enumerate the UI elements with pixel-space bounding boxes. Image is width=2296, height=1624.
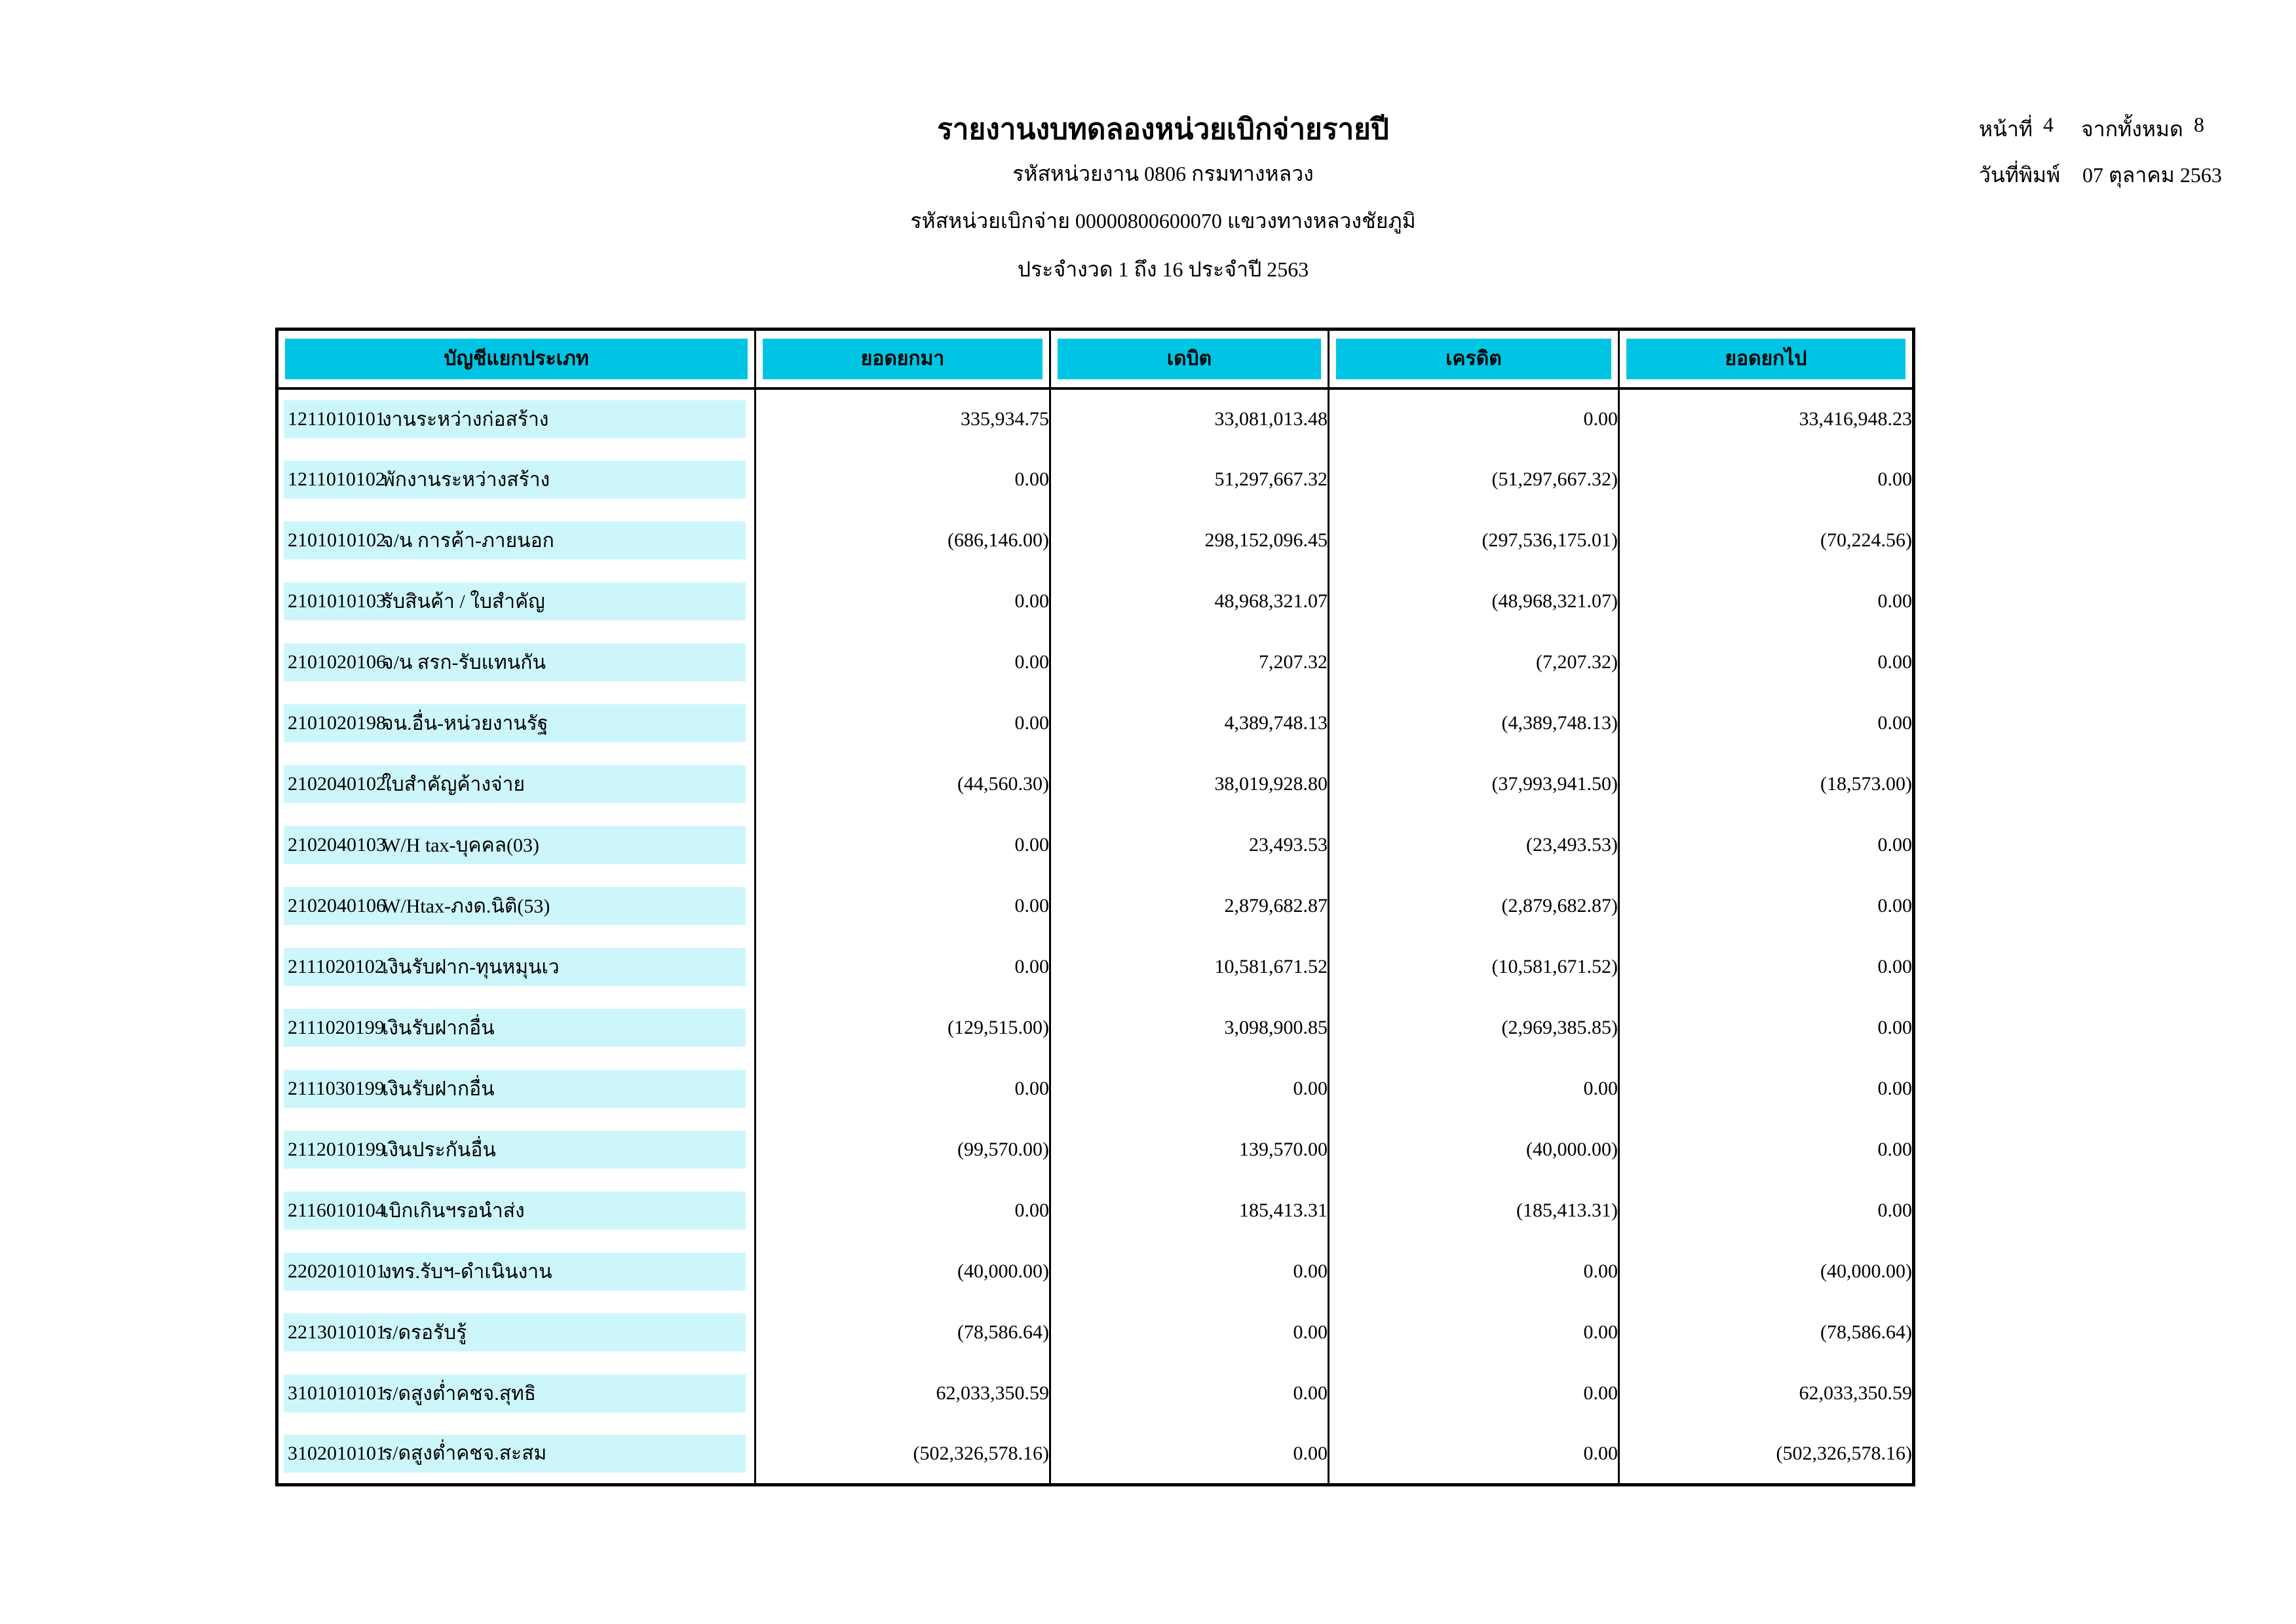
- account-cell: [277, 998, 756, 1059]
- amount-debit: 38,019,928.80: [1050, 754, 1329, 815]
- amount-debit: 23,493.53: [1050, 815, 1329, 876]
- amount-debit: 298,152,096.45: [1050, 510, 1329, 571]
- account-name: งานระหว่างก่อสร้าง: [382, 408, 549, 430]
- account-name: W/H tax-บุคคล(03): [382, 834, 539, 856]
- amount-carried-forward: (502,326,578.16): [1776, 1442, 1912, 1464]
- account-band: [284, 461, 746, 499]
- amount-carried-forward: 62,033,350.59: [1799, 1382, 1912, 1404]
- account-band: [284, 1131, 746, 1169]
- account-code: 2101020198: [288, 712, 386, 734]
- amount-credit: 0.00: [1329, 1241, 1619, 1302]
- account-code: 2101010103: [288, 590, 386, 612]
- account-name: เงินประกันอื่น: [382, 1139, 496, 1161]
- amount-credit: (10,581,671.52): [1329, 937, 1619, 998]
- amount-brought-forward: (502,326,578.16): [756, 1424, 1050, 1485]
- account-name: งทร.รับฯ-ดำเนินงาน: [382, 1260, 552, 1283]
- page-title: รายงานงบทดลองหน่วยเบิกจ่ายรายปี: [937, 113, 1389, 145]
- column-header-credit-label: เครดิต: [1336, 339, 1611, 379]
- amount-debit: 3,098,900.85: [1050, 998, 1329, 1059]
- amount-brought-forward: 0.00: [756, 1180, 1050, 1241]
- account-band: [284, 704, 746, 742]
- table-row: [277, 1120, 1914, 1180]
- column-header-credit: [1329, 330, 1619, 388]
- header-row: [277, 330, 1914, 388]
- account-name: จ/น การค้า-ภายนอก: [382, 529, 554, 552]
- column-header-account: [277, 330, 756, 388]
- account-cell: [277, 388, 756, 449]
- table-row: [277, 876, 1914, 937]
- account-code: 2111020199: [288, 1017, 385, 1038]
- column-header-debit-label: เดบิต: [1058, 339, 1321, 379]
- amount-carried-forward: 0.00: [1877, 956, 1912, 977]
- amount-carried-forward: (18,573.00): [1820, 773, 1912, 795]
- amount-credit: (51,297,667.32): [1329, 449, 1619, 510]
- account-cell: [277, 815, 756, 876]
- amount-credit: (40,000.00): [1329, 1120, 1619, 1180]
- account-cell: [277, 1059, 756, 1120]
- account-band: [284, 887, 746, 925]
- amount-carried-forward: (70,224.56): [1820, 529, 1912, 551]
- amount-carried-forward: 0.00: [1877, 590, 1912, 612]
- account-name: จน.อื่น-หน่วยงานรัฐ: [382, 712, 548, 734]
- account-code: 1211010101: [288, 408, 385, 430]
- account-band: [284, 1374, 746, 1412]
- amount-carried-forward: 0.00: [1877, 712, 1912, 734]
- column-header-brought-forward: [756, 330, 1050, 388]
- amount-carried-forward: 0.00: [1877, 1139, 1912, 1160]
- account-code: 2102040102: [288, 773, 386, 795]
- amount-debit: 0.00: [1050, 1241, 1329, 1302]
- table-row: [277, 693, 1914, 754]
- account-cell: [277, 1302, 756, 1363]
- account-cell: [277, 876, 756, 937]
- table-row: [277, 1241, 1914, 1302]
- amount-brought-forward: 0.00: [756, 693, 1050, 754]
- table-body: [277, 388, 1914, 1485]
- table-row: [277, 1302, 1914, 1363]
- account-code: 2101010102: [288, 529, 386, 551]
- amount-credit: (2,879,682.87): [1329, 876, 1619, 937]
- amount-credit: (2,969,385.85): [1329, 998, 1619, 1059]
- table-row: [277, 1180, 1914, 1241]
- account-name: ร/ดสูงต่ำคชจ.สะสม: [382, 1443, 547, 1465]
- account-cell: [277, 449, 756, 510]
- account-cell: [277, 1424, 756, 1485]
- column-header-carried-forward-label: ยอดยกไป: [1626, 339, 1905, 379]
- table-row: [277, 815, 1914, 876]
- amount-debit: 0.00: [1050, 1363, 1329, 1424]
- amount-debit: 10,581,671.52: [1050, 937, 1329, 998]
- amount-credit: 0.00: [1329, 1424, 1619, 1485]
- account-name: รับสินค้า / ใบสำคัญ: [382, 590, 545, 613]
- amount-carried-forward: 0.00: [1877, 651, 1912, 673]
- amount-brought-forward: 0.00: [756, 815, 1050, 876]
- amount-credit: 0.00: [1329, 1059, 1619, 1120]
- amount-carried-forward: 0.00: [1877, 1078, 1912, 1099]
- amount-debit: 2,879,682.87: [1050, 876, 1329, 937]
- account-code: 2213010101: [288, 1321, 386, 1343]
- account-band: [284, 948, 746, 986]
- amount-debit: 33,081,013.48: [1050, 388, 1329, 449]
- amount-debit: 48,968,321.07: [1050, 571, 1329, 632]
- amount-brought-forward: (40,000.00): [756, 1241, 1050, 1302]
- account-code: 2111020102: [288, 956, 385, 977]
- amount-brought-forward: 62,033,350.59: [756, 1363, 1050, 1424]
- page-number-value: 4: [2043, 113, 2054, 136]
- amount-carried-forward: 0.00: [1877, 895, 1912, 916]
- account-code: 3102010101: [288, 1442, 386, 1464]
- org-code-line: รหัสหน่วยงาน 0806 กรมทางหลวง: [1012, 162, 1314, 185]
- table-row: [277, 571, 1914, 632]
- amount-carried-forward: 0.00: [1877, 468, 1912, 490]
- account-name: พักงานระหว่างสร้าง: [382, 468, 550, 491]
- amount-credit: (23,493.53): [1329, 815, 1619, 876]
- amount-carried-forward: 33,416,948.23: [1799, 408, 1912, 430]
- account-name: ร/ดสูงต่ำคชจ.สุทธิ: [382, 1382, 537, 1405]
- account-code: 2102040103: [288, 834, 386, 856]
- total-pages-value: 8: [2194, 113, 2204, 136]
- period-line: ประจำงวด 1 ถึง 16 ประจำปี 2563: [1017, 257, 1309, 281]
- account-name: ร/ดรอรับรู้: [382, 1321, 467, 1344]
- account-name: เงินรับฝาก-ทุนหมุนเว: [382, 956, 560, 978]
- table-row: [277, 632, 1914, 693]
- account-name: ใบสำคัญค้างจ่าย: [382, 773, 526, 795]
- account-name: W/Htax-ภงด.นิติ(53): [382, 895, 550, 917]
- account-code: 2116010104: [288, 1199, 385, 1221]
- amount-brought-forward: (129,515.00): [756, 998, 1050, 1059]
- column-header-carried-forward: [1619, 330, 1914, 388]
- amount-debit: 51,297,667.32: [1050, 449, 1329, 510]
- account-band: [284, 1435, 746, 1473]
- amount-debit: 0.00: [1050, 1302, 1329, 1363]
- amount-debit: 185,413.31: [1050, 1180, 1329, 1241]
- account-name: เบิกเกินฯรอนำส่ง: [382, 1199, 525, 1222]
- amount-brought-forward: 0.00: [756, 449, 1050, 510]
- column-header-account-label: บัญชีแยกประเภท: [285, 339, 748, 379]
- account-band: [284, 582, 746, 620]
- amount-credit: (48,968,321.07): [1329, 571, 1619, 632]
- amount-brought-forward: 335,934.75: [756, 388, 1050, 449]
- account-code: 2112010199: [288, 1139, 385, 1160]
- column-header-brought-forward-label: ยอดยกมา: [763, 339, 1043, 379]
- amount-brought-forward: (78,586.64): [756, 1302, 1050, 1363]
- amount-carried-forward: 0.00: [1877, 1199, 1912, 1221]
- table-row: [277, 754, 1914, 815]
- amount-brought-forward: (44,560.30): [756, 754, 1050, 815]
- column-header-debit: [1050, 330, 1329, 388]
- account-band: [284, 521, 746, 559]
- table-row: [277, 1363, 1914, 1424]
- amount-debit: 4,389,748.13: [1050, 693, 1329, 754]
- table-row: [277, 1424, 1914, 1485]
- table-row: [277, 388, 1914, 449]
- account-cell: [277, 1363, 756, 1424]
- amount-debit: 139,570.00: [1050, 1120, 1329, 1180]
- account-code: 2102040106: [288, 895, 386, 916]
- amount-credit: (297,536,175.01): [1329, 510, 1619, 571]
- account-code: 1211010102: [288, 468, 385, 490]
- account-band: [284, 643, 746, 681]
- account-cell: [277, 1180, 756, 1241]
- account-band: [284, 1253, 746, 1291]
- account-cell: [277, 693, 756, 754]
- amount-credit: 0.00: [1329, 388, 1619, 449]
- account-cell: [277, 632, 756, 693]
- amount-credit: 0.00: [1329, 1363, 1619, 1424]
- amount-brought-forward: 0.00: [756, 632, 1050, 693]
- amount-credit: (37,993,941.50): [1329, 754, 1619, 815]
- account-code: 3101010101: [288, 1382, 386, 1404]
- amount-brought-forward: (99,570.00): [756, 1120, 1050, 1180]
- total-pages-label: จากทั้งหมด: [2081, 117, 2183, 141]
- amount-credit: 0.00: [1329, 1302, 1619, 1363]
- account-cell: [277, 1241, 756, 1302]
- table-row: [277, 510, 1914, 571]
- account-band: [284, 1192, 746, 1230]
- table-row: [277, 998, 1914, 1059]
- amount-carried-forward: (78,586.64): [1820, 1321, 1912, 1343]
- account-band: [284, 765, 746, 803]
- account-code: 2111030199: [288, 1078, 385, 1099]
- account-cell: [277, 510, 756, 571]
- print-date-value: 07 ตุลาคม 2563: [2082, 163, 2222, 187]
- disburse-unit-line: รหัสหน่วยเบิกจ่าย 00000800600070 แขวงทางหลวงชัยภูมิ: [910, 209, 1416, 233]
- amount-debit: 7,207.32: [1050, 632, 1329, 693]
- account-cell: [277, 937, 756, 998]
- table-row: [277, 1059, 1914, 1120]
- account-band: [284, 826, 746, 864]
- amount-credit: (4,389,748.13): [1329, 693, 1619, 754]
- amount-brought-forward: 0.00: [756, 876, 1050, 937]
- table-row: [277, 449, 1914, 510]
- account-band: [284, 400, 746, 438]
- amount-brought-forward: 0.00: [756, 937, 1050, 998]
- amount-carried-forward: (40,000.00): [1820, 1260, 1912, 1282]
- account-code: 2101020106: [288, 651, 386, 673]
- amount-carried-forward: 0.00: [1877, 1017, 1912, 1038]
- account-cell: [277, 1120, 756, 1180]
- account-name: จ/น สรก-รับแทนกัน: [382, 651, 546, 673]
- amount-brought-forward: 0.00: [756, 1059, 1050, 1120]
- account-band: [284, 1070, 746, 1108]
- account-name: เงินรับฝากอื่น: [382, 1017, 495, 1039]
- page-number-label: หน้าที่: [1979, 117, 2033, 141]
- account-code: 2202010101: [288, 1260, 386, 1282]
- amount-brought-forward: (686,146.00): [756, 510, 1050, 571]
- amount-brought-forward: 0.00: [756, 571, 1050, 632]
- amount-credit: (185,413.31): [1329, 1180, 1619, 1241]
- amount-credit: (7,207.32): [1329, 632, 1619, 693]
- amount-carried-forward: 0.00: [1877, 834, 1912, 856]
- account-band: [284, 1009, 746, 1047]
- account-name: เงินรับฝากอื่น: [382, 1078, 495, 1100]
- amount-debit: 0.00: [1050, 1424, 1329, 1485]
- table-row: [277, 937, 1914, 998]
- trial-balance-table: [275, 328, 1915, 1486]
- account-cell: [277, 754, 756, 815]
- account-cell: [277, 571, 756, 632]
- print-date-label: วันที่พิมพ์: [1979, 163, 2061, 187]
- amount-debit: 0.00: [1050, 1059, 1329, 1120]
- account-band: [284, 1313, 746, 1351]
